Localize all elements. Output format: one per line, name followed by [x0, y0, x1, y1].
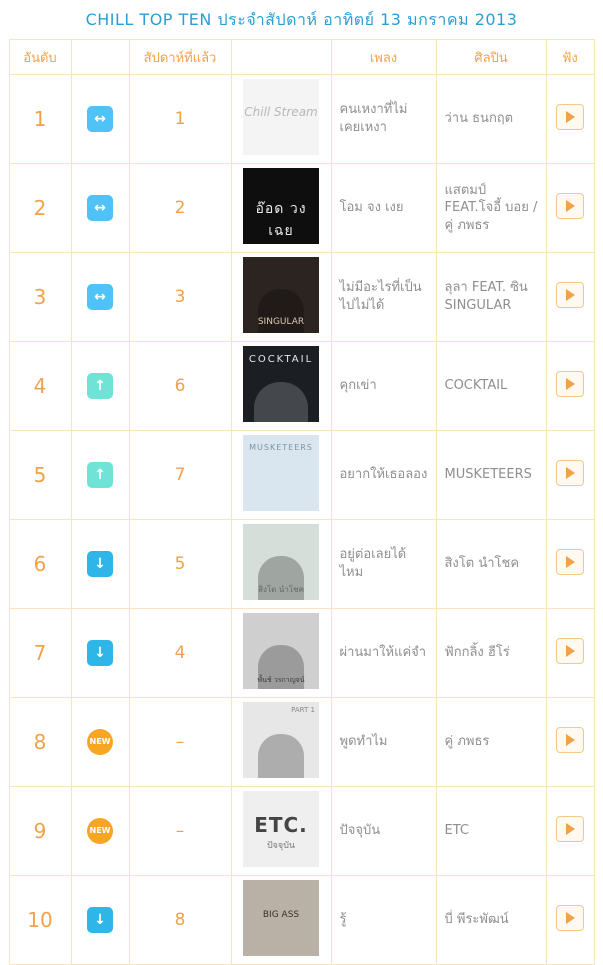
album-art-subtitle: ปัจจุบัน	[266, 841, 296, 851]
song-title[interactable]: ผ่านมาให้แค่จำ	[331, 609, 436, 698]
listen-cell	[546, 431, 594, 520]
artist-name: สิงโต นำโชค	[436, 520, 546, 609]
table-row	[9, 342, 594, 431]
album-art[interactable]: อ๊อด วง เฉย	[243, 168, 319, 244]
last-week-value: 3	[129, 253, 231, 342]
table-row	[9, 164, 594, 253]
album-art[interactable]: SINGULAR	[243, 257, 319, 333]
song-title[interactable]: ปัจจุบัน	[331, 787, 436, 876]
move-down-icon: ↓	[87, 907, 113, 933]
song-title[interactable]: อยากให้เธอลอง	[331, 431, 436, 520]
movement-cell	[71, 609, 129, 698]
column-header-movement	[71, 40, 129, 75]
table-row	[9, 75, 594, 164]
listen-cell	[546, 342, 594, 431]
movement-cell	[71, 520, 129, 609]
play-icon[interactable]	[556, 727, 584, 753]
last-week-value: 2	[129, 164, 231, 253]
rank-value: 7	[9, 609, 71, 698]
same-position-icon: ↔	[87, 284, 113, 310]
play-icon[interactable]	[556, 104, 584, 130]
table-row	[9, 520, 594, 609]
album-art[interactable]: PART 1	[243, 702, 319, 778]
song-title[interactable]: อยู่ต่อเลยได้ไหม	[331, 520, 436, 609]
rank-value: 1	[9, 75, 71, 164]
play-icon[interactable]	[556, 816, 584, 842]
column-header-song: เพลง	[331, 40, 436, 75]
album-art[interactable]: สิงโต นำโชค	[243, 524, 319, 600]
artist-name: ว่าน ธนกฤต	[436, 75, 546, 164]
move-up-icon: ↑	[87, 462, 113, 488]
song-title[interactable]: พูดทำไม	[331, 698, 436, 787]
artist-name: COCKTAIL	[436, 342, 546, 431]
movement-cell	[71, 164, 129, 253]
play-icon[interactable]	[556, 282, 584, 308]
last-week-value: –	[129, 787, 231, 876]
movement-cell	[71, 876, 129, 965]
album-art[interactable]: MUSKETEERS	[243, 435, 319, 511]
rank-value: 8	[9, 698, 71, 787]
table-row	[9, 609, 594, 698]
last-week-value: 6	[129, 342, 231, 431]
listen-cell	[546, 75, 594, 164]
rank-value: 4	[9, 342, 71, 431]
play-icon[interactable]	[556, 460, 584, 486]
last-week-value: 7	[129, 431, 231, 520]
listen-cell	[546, 253, 594, 342]
page-title: CHILL TOP TEN ประจำสัปดาห์ อาทิตย์ 13 มกราคม 2013	[85, 10, 518, 29]
table-row	[9, 787, 594, 876]
song-title[interactable]: ไม่มีอะไรที่เป็นไปไม่ได้	[331, 253, 436, 342]
artist-name: ลุลา FEAT. ซิน SINGULAR	[436, 253, 546, 342]
header-row	[9, 40, 594, 75]
listen-cell	[546, 520, 594, 609]
table-row	[9, 876, 594, 965]
column-header-artist: ศิลปิน	[436, 40, 546, 75]
rank-value: 9	[9, 787, 71, 876]
new-entry-icon: NEW	[87, 818, 113, 844]
play-icon[interactable]	[556, 549, 584, 575]
artwork-cell	[231, 876, 331, 965]
listen-cell	[546, 698, 594, 787]
artist-name: ฟักกลิ้ง ฮีโร่	[436, 609, 546, 698]
move-down-icon: ↓	[87, 640, 113, 666]
album-art[interactable]: Chill Stream	[243, 79, 319, 155]
artwork-cell	[231, 520, 331, 609]
song-title[interactable]: โอม จง เงย	[331, 164, 436, 253]
rank-value: 3	[9, 253, 71, 342]
artist-name: MUSKETEERS	[436, 431, 546, 520]
play-icon[interactable]	[556, 905, 584, 931]
listen-cell	[546, 164, 594, 253]
same-position-icon: ↔	[87, 195, 113, 221]
table-row	[9, 431, 594, 520]
artwork-cell	[231, 787, 331, 876]
same-position-icon: ↔	[87, 106, 113, 132]
top-ten-table	[9, 39, 595, 965]
play-icon[interactable]	[556, 371, 584, 397]
movement-cell	[71, 342, 129, 431]
move-up-icon: ↑	[87, 373, 113, 399]
artwork-cell	[231, 609, 331, 698]
song-title[interactable]: คุกเข่า	[331, 342, 436, 431]
rank-value: 10	[9, 876, 71, 965]
last-week-value: 4	[129, 609, 231, 698]
last-week-value: –	[129, 698, 231, 787]
table-row	[9, 698, 594, 787]
artwork-cell	[231, 253, 331, 342]
last-week-value: 1	[129, 75, 231, 164]
song-title[interactable]: คนเหงาที่ไม่เคยเหงา	[331, 75, 436, 164]
artwork-cell	[231, 431, 331, 520]
column-header-rank: อันดับ	[9, 40, 71, 75]
artist-name: บี่ พีระพัฒน์	[436, 876, 546, 965]
column-header-last-week: สัปดาห์ที่แล้ว	[129, 40, 231, 75]
album-art[interactable]: BIG ASS	[243, 880, 319, 956]
column-header-listen: ฟัง	[546, 40, 594, 75]
artist-name: แสตมป์ FEAT.โจอี้ บอย /คู่ ภพธร	[436, 164, 546, 253]
movement-cell	[71, 431, 129, 520]
table-row	[9, 253, 594, 342]
play-icon[interactable]	[556, 638, 584, 664]
last-week-value: 8	[129, 876, 231, 965]
artwork-cell	[231, 698, 331, 787]
rank-value: 5	[9, 431, 71, 520]
artwork-cell	[231, 164, 331, 253]
movement-cell	[71, 75, 129, 164]
artwork-cell	[231, 342, 331, 431]
new-entry-icon: NEW	[87, 729, 113, 755]
play-icon[interactable]	[556, 193, 584, 219]
album-art[interactable]: COCKTAIL	[243, 346, 319, 422]
last-week-value: 5	[129, 520, 231, 609]
artist-name: ETC	[436, 787, 546, 876]
artwork-cell	[231, 75, 331, 164]
album-art[interactable]: ETC. ปัจจุบัน	[243, 791, 319, 867]
movement-cell	[71, 787, 129, 876]
table-header	[9, 40, 594, 75]
rank-value: 2	[9, 164, 71, 253]
listen-cell	[546, 787, 594, 876]
move-down-icon: ↓	[87, 551, 113, 577]
table-body	[9, 75, 594, 965]
rank-value: 6	[9, 520, 71, 609]
movement-cell	[71, 253, 129, 342]
listen-cell	[546, 876, 594, 965]
artist-name: คู่ ภพธร	[436, 698, 546, 787]
column-header-artwork	[231, 40, 331, 75]
album-art[interactable]: พั้นช์ วรกาญจน์	[243, 613, 319, 689]
song-title[interactable]: รู้	[331, 876, 436, 965]
movement-cell	[71, 698, 129, 787]
listen-cell	[546, 609, 594, 698]
